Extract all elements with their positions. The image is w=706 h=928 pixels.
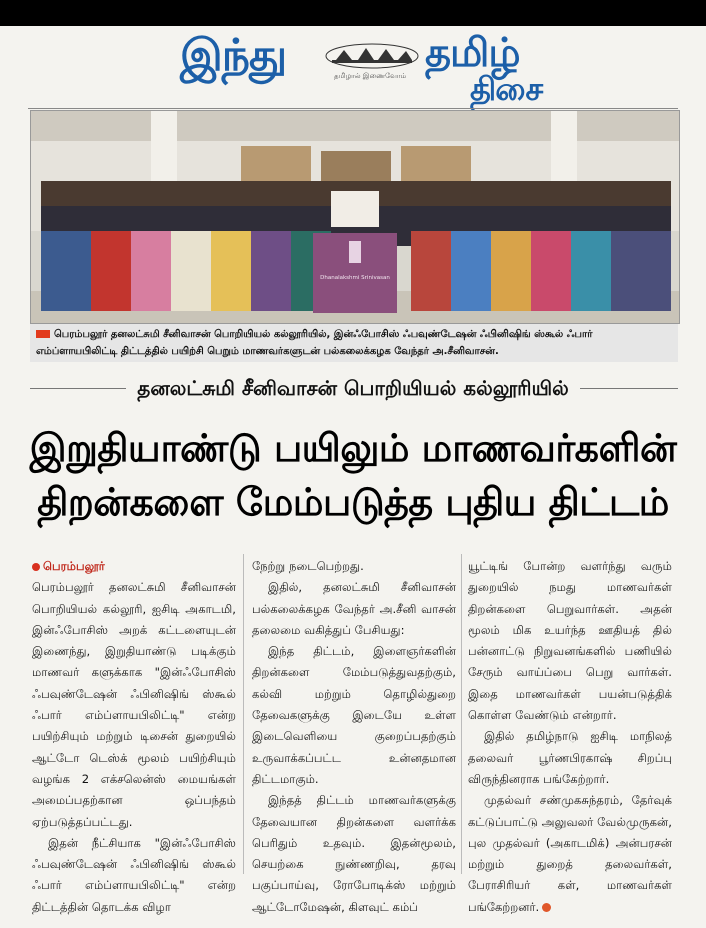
kicker: தனலட்சுமி சீனிவாசன் பொறியியல் கல்லூரியில் [137, 376, 569, 400]
group-photo [30, 110, 680, 324]
article-paragraph: முதல்வர் சண்முகசுந்தரம், தேர்வுக் கட்டுப்பாட்டு அலுவலர் வேல்முருகன், புல முதல்வர் (அகாடமிக்) அன்பரசன் மற்றும் துறைத் தலைவர்கள், பேராசிரியர் கள், மாணவர்கள் பங்கேற்றனர். [468, 793, 672, 914]
column-divider [243, 554, 244, 874]
article-paragraph: பெரம்பலூர் தனலட்சுமி சீனிவாசன் பொறியியல் கல்லூரி, ஐசிடி அகாடமி, இன்ஃபோசிஸ் அறக் கட்டளையுடன் இணைந்து, இறுதியாண்டு படிக்கும் மாணவர் களுக்காக "இன்ஃபோசிஸ் ஃபவுண்டேஷன் ஃபினிஷிங் ஸ்கூல் ஃபார் எம்ப்ளாயபிலிட்டி" என்ற பயிற்சியும் மற்றும் டிசைன் துறையில் ஆட்டோ டெஸ்க் மூலம் பயிற்சியும் வழங்க 2 எக்சலென்ஸ் மையங்கள் அமைப்பதற்கான ஒப்பந்தம் ஏற்படுத்தப்பட்டது. [32, 580, 236, 829]
dateline: பெரம்பலூர் [43, 559, 105, 573]
article-paragraph: இதன் நீட்சியாக "இன்ஃபோசிஸ் ஃபவுண்டேஷன் ஃபினிஷிங் ஸ்கூல் ஃபார் எம்ப்ளாயபிலிட்டி" என்ற திட்டத்தின் தொடக்க விழா [32, 835, 236, 914]
article-paragraph: இதில், தனலட்சுமி சீனிவாசன் பல்கலைக்கழக வேந்தர் அ.சீனி வாசன் தலைமை வகித்துப் பேசியது: [252, 580, 456, 637]
masthead-right-word: தமிழ் [425, 30, 520, 76]
article-column-1 [32, 556, 236, 918]
group-photo-illustration [31, 111, 679, 323]
caption-text: பெரம்பலூர் தனலட்சுமி சீனிவாசன் பொறியியல் கல்லூரியில், இன்ஃபோசிஸ் ஃபவுண்டேஷன் ஃபினிஷிங் ஸ்கூல் ஃபார் எம்ப்ளாயபிலிட்டி திட்டத்தில் பயிற்சி பெறும் மாணவர்களுடன் பல்கலைக்கழக வேந்தர் அ.சீனிவாசன். [36, 329, 593, 357]
article-paragraph: இந்த திட்டம், இளைஞர்களின் திறன்களை மேம்படுத்துவதற்கும், கல்வி மற்றும் தொழில்துறை தேவைகளுக்கு இடையே உள்ள இடைவெளியை குறைப்பதற்கும் உருவாக்கப்பட்ட உன்னதமான திட்டமாகும். [252, 644, 456, 786]
podium-banner-text: Dhanalakshmi Srinivasan [320, 275, 390, 281]
headline-line-1: இறுதியாண்டு பயிலும் மாணவர்களின் [29, 426, 677, 470]
headline-line-2: திறன்களை மேம்படுத்த புதிய திட்டம் [37, 480, 669, 524]
article-paragraph: இதில் தமிழ்நாடு ஐசிடி மாநிலத் தலைவர் பூர்ணபிரகாஷ் சிறப்பு விருந்தினராக பங்கேற்றார். [468, 729, 672, 786]
photo-caption [30, 324, 678, 362]
masthead-emblem-icon [322, 40, 422, 70]
dateline-bullet-icon [32, 563, 40, 571]
podium-banner [313, 233, 397, 313]
kicker-rule-right [580, 388, 678, 389]
masthead-right-word-2: திசை [470, 70, 543, 108]
article-column-2 [252, 556, 456, 918]
masthead-divider [28, 108, 678, 109]
masthead-tagline: தமிழால் இணைவோம் [334, 72, 407, 80]
column-divider [461, 554, 462, 874]
newspaper-page [0, 26, 706, 928]
article-paragraph: இந்தத் திட்டம் மாணவர்களுக்கு தேவையான திறன்களை வளர்க்க பெரிதும் உதவும். இதன்மூலம், செயற்கை நுண்ணறிவு, தரவு பகுப்பாய்வு, ரோபோடிக்ஸ் மற்றும் ஆட்டோமேஷன், கிளவுட் கம்ப் [252, 793, 456, 914]
caption-arrow-icon [36, 330, 50, 338]
end-mark-icon [542, 903, 551, 912]
article-paragraph: யூட்டிங் போன்ற வளர்ந்து வரும் துறையில் நமது மாணவர்கள் திறன்களை பெறுவார்கள். அதன் மூலம் மிக உயர்ந்த ஊதியத் தில் பன்னாட்டு நிறுவனங்களில் பணியில் சேரும் வாய்ப்பை பெறு வார்கள். இதை மாணவர்கள் பயன்படுத்திக் கொள்ள வேண்டும் என்றார். [468, 559, 672, 723]
article-column-3 [468, 556, 672, 918]
masthead [0, 26, 706, 114]
article-paragraph: நேற்று நடைபெற்றது. [252, 559, 364, 573]
masthead-left-word: இந்து [180, 30, 287, 81]
